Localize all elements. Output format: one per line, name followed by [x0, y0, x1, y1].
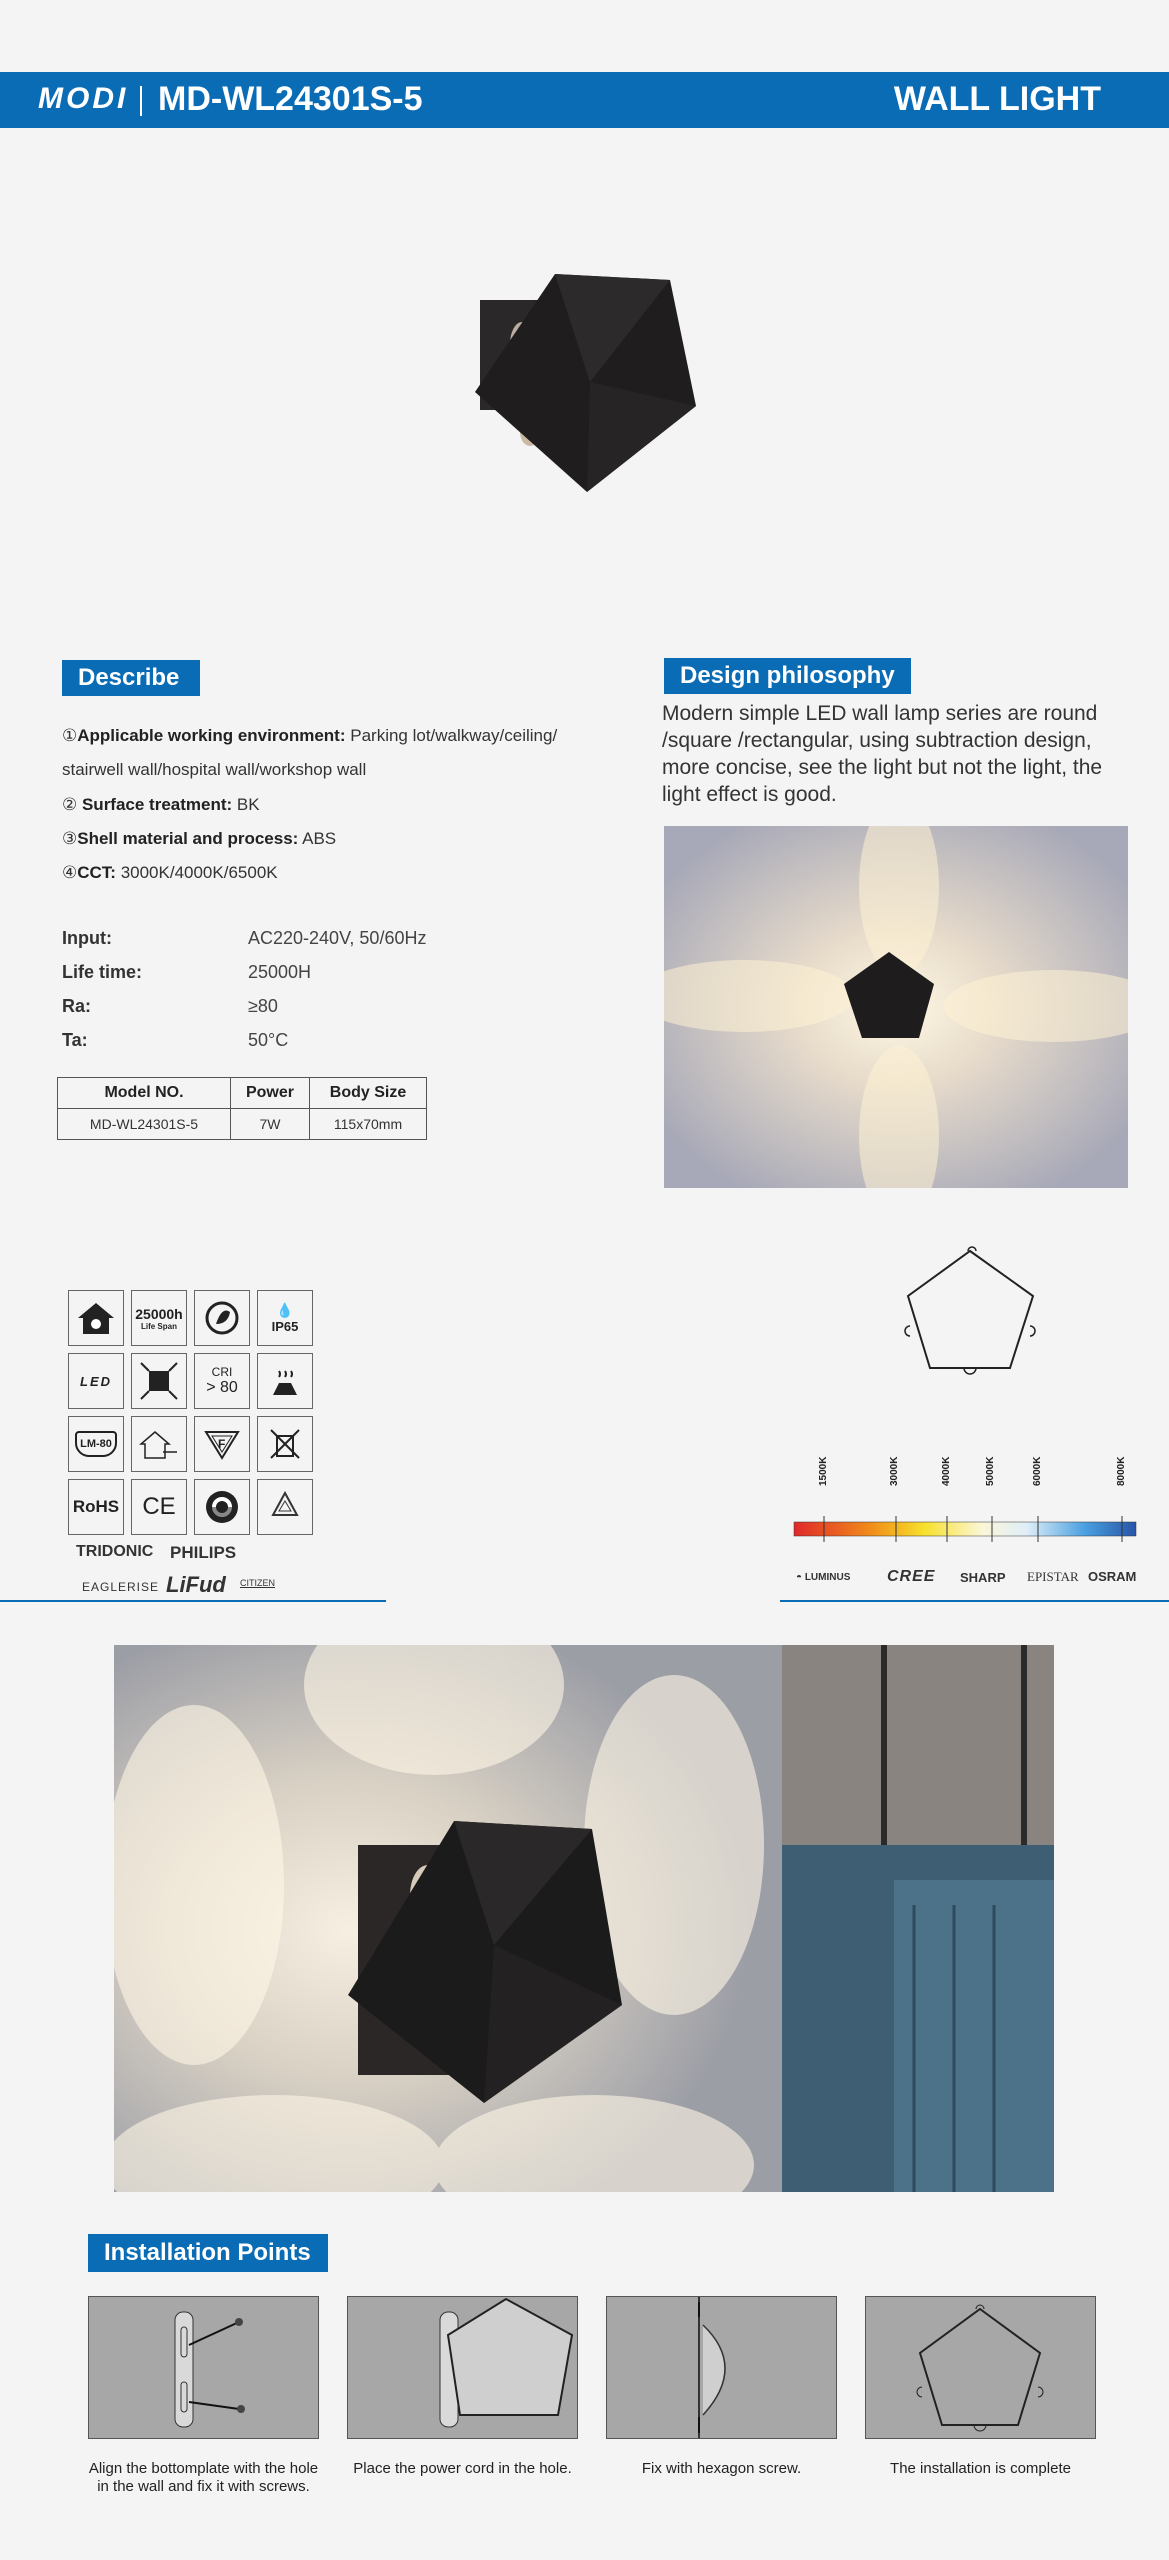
brand-sharp: SHARP: [960, 1570, 1006, 1585]
spec-value: 25000H: [248, 962, 312, 982]
product-type: WALL LIGHT: [893, 80, 1101, 118]
ct-label-8000k: 8000K: [1116, 1456, 1127, 1486]
lifespan-label: Life Span: [140, 1321, 177, 1331]
model-number: MD-WL24301S-5: [158, 80, 423, 118]
chip-icon: [131, 1353, 187, 1409]
install-step-3-caption: Fix with hexagon screw.: [641, 2460, 802, 2477]
desc-line-4: ③Shell material and process: ABS: [62, 829, 337, 848]
desc-line-5: ④CCT: 3000K/4000K/6500K: [62, 863, 278, 882]
f-mark-icon: [194, 1416, 250, 1472]
table-cell: 115x70mm: [310, 1109, 427, 1140]
table-header: Power: [231, 1078, 310, 1109]
cri-label: CRI: [211, 1365, 233, 1379]
brand-philips: PHILIPS: [170, 1543, 237, 1562]
spec-value: AC220-240V, 50/60Hz: [248, 928, 427, 948]
spec-table: [57, 1077, 427, 1140]
installed-scene-photo: [114, 1645, 1054, 2192]
ct-label-6000k: 6000K: [1032, 1456, 1043, 1486]
weee-bin-icon: [257, 1416, 313, 1472]
describe-heading: Describe: [62, 660, 200, 696]
recycle-icon: [257, 1479, 313, 1535]
home-icon: [68, 1290, 124, 1346]
brand-cree: CREE: [887, 1568, 936, 1585]
ct-label-1500k: 1500K: [818, 1456, 829, 1486]
light-effect-photo: [664, 826, 1128, 1188]
install-step-4-image: [865, 2296, 1096, 2439]
green-dot-icon: [194, 1479, 250, 1535]
install-step-2-image: [347, 2296, 578, 2439]
desc-line-3: ② Surface treatment: BK: [62, 795, 260, 814]
spec-key: Ta:: [62, 1030, 88, 1050]
lm80-icon: [68, 1416, 124, 1472]
install-step-1-image: [88, 2296, 319, 2439]
outline-drawing: [900, 1246, 1040, 1376]
ct-label-4000k: 4000K: [941, 1456, 952, 1486]
product-hero-image: [460, 262, 710, 502]
table-cell: 7W: [231, 1109, 310, 1140]
installation-heading: Installation Points: [88, 2234, 328, 2272]
brand-citizen: CITIZEN: [240, 1578, 275, 1588]
brand-epistar: EPISTAR: [1027, 1569, 1079, 1584]
install-step-1-caption: Align the bottomplate with the hole in the wall and fix it with screws.: [88, 2460, 319, 2495]
rohs-icon: RoHS: [68, 1479, 124, 1535]
ip-rating-icon: [257, 1290, 313, 1346]
design-philosophy-heading: Design philosophy: [664, 658, 911, 694]
led-icon: LED: [68, 1353, 124, 1409]
lifespan-value: 25000h: [135, 1305, 183, 1322]
design-philosophy-text: Modern simple LED wall lamp series are round /square /rectangular, using subtraction design, more concise, see the light but not the light, the light effect is good.: [662, 702, 1103, 806]
indoor-house-icon: [131, 1416, 187, 1472]
install-step-4-caption: The installation is complete: [890, 2460, 1071, 2477]
brand-logo: MODI: [38, 82, 129, 115]
install-step-2-caption: Place the power cord in the hole.: [353, 2460, 572, 2477]
f-mark-label: F: [218, 1437, 226, 1451]
brand-osram: OSRAM: [1088, 1569, 1137, 1584]
ct-label-3000k: 3000K: [889, 1456, 900, 1486]
ce-icon: CE: [131, 1479, 187, 1535]
brand-lifud: LiFud: [166, 1572, 226, 1597]
spec-value: 50°C: [248, 1030, 289, 1050]
table-header: Body Size: [310, 1078, 427, 1109]
divider-left: [0, 1600, 386, 1602]
ct-label-5000k: 5000K: [985, 1456, 996, 1486]
spec-key: Input:: [62, 928, 112, 948]
cri-value: > 80: [206, 1379, 238, 1396]
brand-eaglerise: EAGLERISE: [82, 1580, 160, 1594]
brand-separator: [140, 86, 142, 116]
brand-luminus: ◓ LUMINUS: [796, 1572, 851, 1583]
cri-icon: [194, 1353, 250, 1409]
color-temperature-bar: [792, 1512, 1138, 1548]
table-header: Model NO.: [58, 1078, 231, 1109]
spec-value: ≥80: [248, 996, 278, 1016]
install-step-3-image: [606, 2296, 837, 2439]
brand-tridonic: TRIDONIC: [76, 1543, 154, 1560]
heat-dissipation-icon: [257, 1353, 313, 1409]
eco-plug-icon: [194, 1290, 250, 1346]
desc-line-2: stairwell wall/hospital wall/workshop wall: [62, 760, 367, 779]
spec-key: Ra:: [62, 996, 92, 1016]
lifespan-icon: [131, 1290, 187, 1346]
lm80-label: LM-80: [75, 1431, 117, 1457]
divider-right: [780, 1600, 1169, 1602]
desc-line-1: ①Applicable working environment: Parking lot/walkway/ceiling/: [62, 726, 558, 745]
table-cell: MD-WL24301S-5: [58, 1109, 231, 1140]
ip-rating-label: IP65: [271, 1319, 299, 1334]
spec-key: Life time:: [62, 962, 143, 982]
water-drop-icon: 💧: [276, 1302, 294, 1318]
